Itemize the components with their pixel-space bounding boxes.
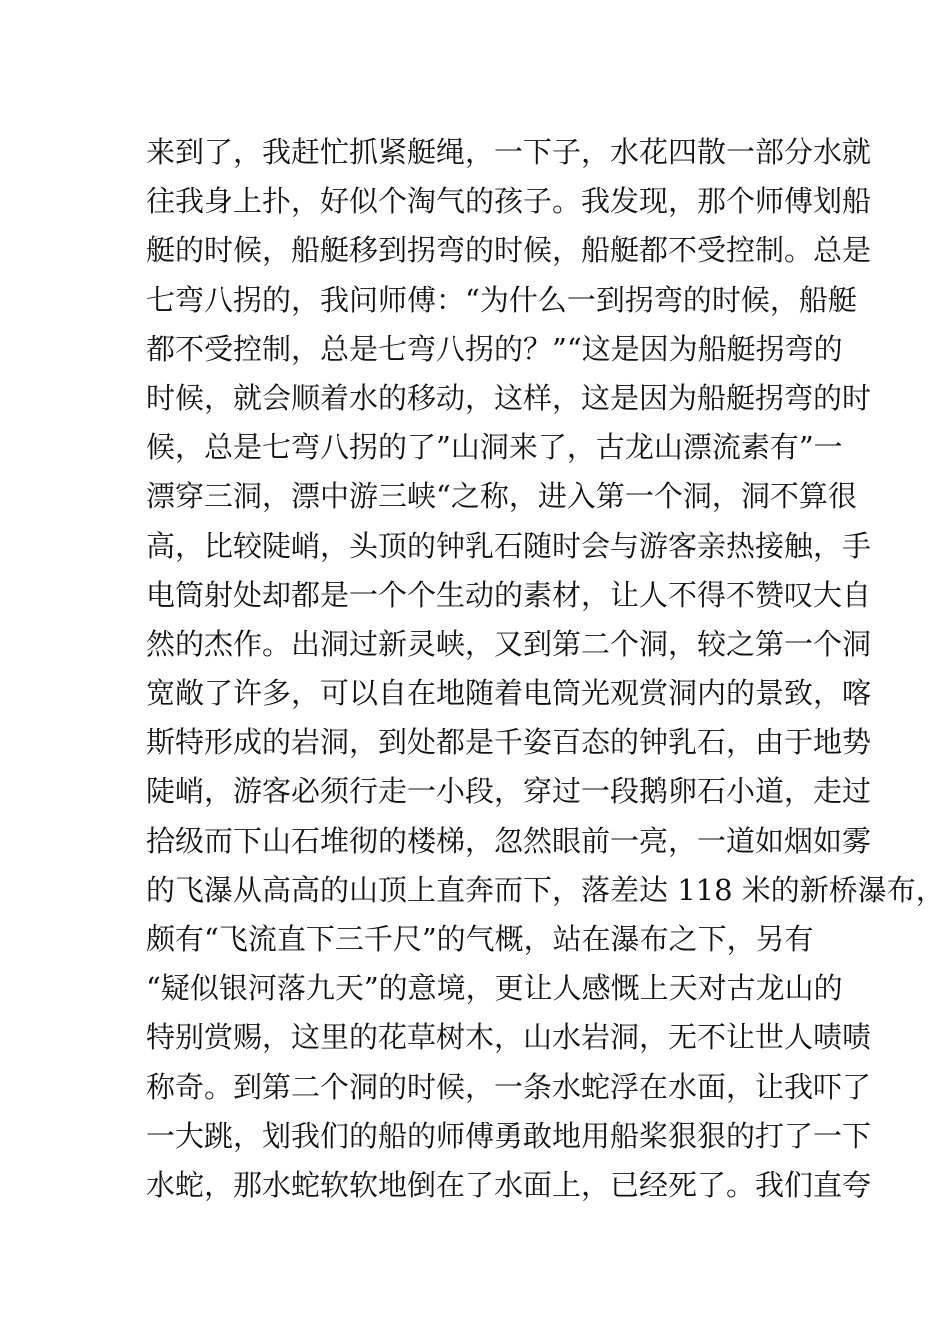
text-line: 颇有“飞流直下三千尺”的气概，站在瀑布之下，另有: [146, 922, 814, 956]
text-line: 一大跳，划我们的船的师傅勇敢地用船桨狠狠的打了一下: [146, 1118, 872, 1153]
text-line: 高，比较陡峭，头顶的钟乳石随时会与游客亲热接触，手: [146, 528, 872, 563]
text-line: 候，总是七弯八拐的了”山洞来了，古龙山漂流素有”一: [146, 430, 843, 465]
text-line: 陡峭，游客必须行走一小段，穿过一段鹅卵石小道，走过: [146, 774, 872, 809]
text-line: 特别赏赐，这里的花草树木，山水岩洞，无不让世人啧啧: [146, 1020, 872, 1055]
text-line: 拾级而下山石堆彻的楼梯，忽然眼前一亮，一道如烟如雾: [146, 823, 872, 858]
text-line: 的飞瀑从高高的山顶上直奔而下，落差达 118 米的新桥瀑布，: [146, 872, 945, 907]
text-line: 都不受控制，总是七弯八拐的？”“这是因为船艇拐弯的: [146, 331, 843, 366]
text-line: 七弯八拐的，我问师傅：“为什么一到拐弯的时候，船艇: [146, 282, 857, 317]
text-line: 艇的时候，船艇移到拐弯的时候，船艇都不受控制。总是: [146, 233, 872, 268]
text-line: 电筒射处却都是一个个生动的素材，让人不得不赞叹大自: [146, 577, 872, 612]
text-line: 斯特形成的岩洞，到处都是千姿百态的钟乳石，由于地势: [146, 725, 872, 760]
text-line: 来到了，我赶忙抓紧艇绳，一下子，水花四散一部分水就: [146, 135, 872, 169]
text-line: 时候，就会顺着水的移动，这样，这是因为船艇拐弯的时: [146, 380, 872, 415]
text-line: 称奇。到第二个洞的时候，一条水蛇浮在水面，让我吓了: [146, 1069, 872, 1104]
text-line: 水蛇，那水蛇软软地倒在了水面上，已经死了。我们直夸: [146, 1167, 872, 1202]
text-line: “疑似银河落九天”的意境，更让人感慨上天对古龙山的: [146, 971, 843, 1006]
text-line: 漂穿三洞，漂中游三峡“之称，进入第一个洞，洞不算很: [146, 479, 857, 514]
text-line: 然的杰作。出洞过新灵峡，又到第二个洞，较之第一个洞: [146, 626, 872, 661]
text-line: 往我身上扑，好似个淘气的孩子。我发现，那个师傅划船: [146, 184, 872, 219]
text-line: 宽敞了许多，可以自在地随着电筒光观赏洞内的景致，喀: [146, 676, 872, 711]
body-text: [146, 128, 945, 1210]
